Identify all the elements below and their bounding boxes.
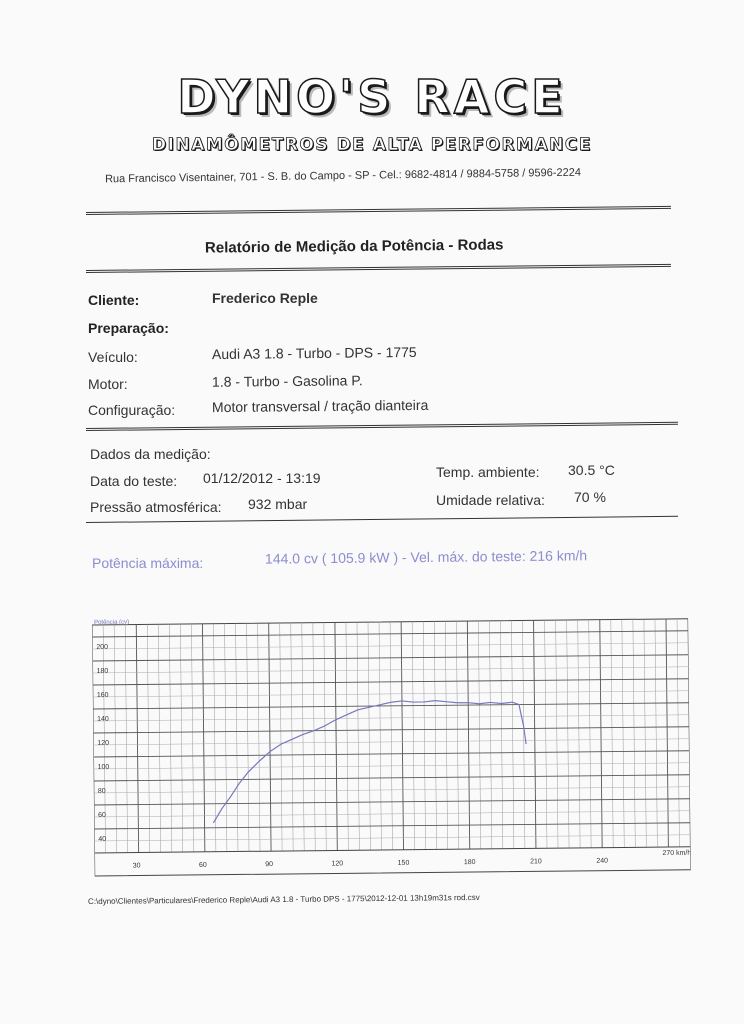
grid-line-vertical — [114, 625, 116, 853]
config-value: Motor transversal / tração dianteira — [211, 396, 429, 416]
grid-line-vertical — [423, 622, 425, 850]
grid-line-vertical — [511, 621, 513, 849]
grid-line-vertical — [556, 620, 558, 848]
grid-line-vertical — [677, 619, 679, 847]
pressure-label: Pressão atmosférica: — [90, 499, 222, 515]
date-value: 01/12/2012 - 13:19 — [203, 470, 321, 486]
grid-line-vertical — [313, 623, 315, 851]
power-chart — [92, 609, 691, 877]
grid-line-vertical — [655, 619, 657, 847]
max-power-label: Potência máxima: — [92, 555, 204, 571]
x-tick-label: 210 — [530, 858, 542, 866]
client-value: Frederico Reple — [212, 290, 318, 306]
y-tick-label: 160 — [96, 691, 109, 699]
grid-line-vertical — [412, 622, 414, 850]
grid-line-vertical — [125, 625, 127, 853]
power-chart-svg — [92, 609, 691, 877]
vehicle-label: Veículo: — [88, 349, 138, 365]
measurement-heading: Dados da medição: — [90, 446, 211, 462]
grid-line-vertical — [291, 623, 293, 851]
y-tick-label: 140 — [97, 715, 109, 723]
preparation-label: Preparação: — [88, 320, 169, 336]
max-power-value: 144.0 cv ( 105.9 kW ) - Vel. máx. do teste: 216 km/h — [264, 547, 588, 567]
x-tick-label: 60 — [198, 861, 207, 869]
grid-line-vertical — [335, 622, 337, 850]
company-logo: DYNO'S RACE — [177, 70, 567, 124]
divider — [86, 516, 678, 523]
vehicle-value: Audi A3 1.8 - Turbo - DPS - 1775 — [211, 343, 417, 363]
y-tick-label: 60 — [98, 811, 106, 819]
grid-line-vertical — [202, 624, 204, 852]
x-tick-label: 240 — [596, 857, 609, 865]
client-label: Cliente: — [88, 292, 140, 308]
y-tick-label: 180 — [96, 667, 109, 675]
grid-line-vertical — [633, 619, 635, 847]
grid-line-vertical — [445, 621, 447, 849]
grid-line-vertical — [280, 623, 282, 851]
x-tick-label: 90 — [265, 861, 274, 869]
divider — [86, 206, 671, 215]
grid-line-vertical — [169, 624, 171, 852]
grid-line-vertical — [666, 619, 668, 847]
grid-line-vertical — [611, 620, 613, 848]
grid-line-vertical — [379, 622, 381, 850]
grid-line-vertical — [236, 623, 238, 851]
report-title: Relatório de Medição da Potência - Rodas — [204, 236, 504, 257]
grid-line-vertical — [258, 623, 260, 851]
humidity-label: Umidade relativa: — [436, 492, 545, 508]
grid-line-vertical — [401, 622, 403, 850]
config-label: Configuração: — [88, 402, 176, 418]
divider — [86, 422, 678, 431]
y-tick-label: 100 — [97, 763, 110, 771]
pressure-value: 932 mbar — [248, 496, 308, 512]
humidity-value: 70 % — [574, 489, 606, 505]
grid-line-vertical — [247, 623, 249, 851]
grid-line-vertical — [269, 623, 271, 851]
grid-line-vertical — [357, 622, 359, 850]
y-tick-label: 200 — [96, 643, 109, 651]
x-tick-label: 150 — [397, 859, 410, 867]
grid-line-vertical — [500, 621, 502, 849]
company-address: Rua Francisco Visentainer, 701 - S. B. do Campo - SP - Cel.: 9682-4814 / 9884-5758 / 9596-2224 — [104, 166, 582, 186]
temperature-label: Temp. ambiente: — [436, 464, 540, 480]
grid-line-vertical — [368, 622, 370, 850]
engine-label: Motor: — [88, 376, 128, 392]
y-tick-label: 80 — [97, 787, 106, 795]
date-label: Data do teste: — [90, 473, 178, 489]
grid-line-vertical — [545, 620, 547, 848]
grid-line-vertical — [324, 623, 326, 851]
grid-line-vertical — [136, 625, 138, 853]
company-subtitle: DINAMÔMETROS DE ALTA PERFORMANCE — [152, 135, 592, 155]
x-tick-label-last: 270 km/h — [662, 849, 691, 858]
y-tick-label: 120 — [97, 739, 110, 747]
grid-line-vertical — [225, 624, 227, 852]
grid-line-vertical — [622, 619, 624, 847]
grid-line-vertical — [158, 624, 160, 852]
y-tick-label: 40 — [98, 835, 107, 843]
grid-line-vertical — [180, 624, 182, 852]
grid-line-vertical — [214, 624, 216, 852]
grid-line-vertical — [578, 620, 580, 848]
x-tick-label: 120 — [331, 860, 344, 868]
y-axis-label: Potência (cv) — [94, 619, 130, 626]
grid-line-vertical — [534, 620, 536, 848]
x-tick-label: 30 — [132, 862, 141, 870]
grid-line-vertical — [644, 619, 646, 847]
grid-line-vertical — [302, 623, 304, 851]
x-tick-label: 180 — [463, 858, 476, 867]
divider — [86, 264, 671, 273]
engine-value: 1.8 - Turbo - Gasolina P. — [211, 372, 363, 390]
grid-line-vertical — [489, 621, 491, 849]
grid-line-vertical — [567, 620, 569, 848]
grid-line-vertical — [467, 621, 469, 849]
grid-line-vertical — [600, 620, 602, 848]
grid-line-vertical — [191, 624, 193, 852]
grid-line-vertical — [147, 624, 149, 852]
grid-line-vertical — [478, 621, 480, 849]
file-path: C:\dyno\Clientes\Particulares\Frederico Reple\Audi A3 1.8 - Turbo DPS - 1775\2012-12-01 13h19m31s rod.csv — [87, 892, 480, 907]
grid-line-vertical — [390, 622, 392, 850]
grid-line-vertical — [434, 621, 436, 849]
grid-line-vertical — [346, 622, 348, 850]
temperature-value: 30.5 °C — [568, 462, 615, 478]
grid-line-vertical — [456, 621, 458, 849]
grid-line-vertical — [589, 620, 591, 848]
